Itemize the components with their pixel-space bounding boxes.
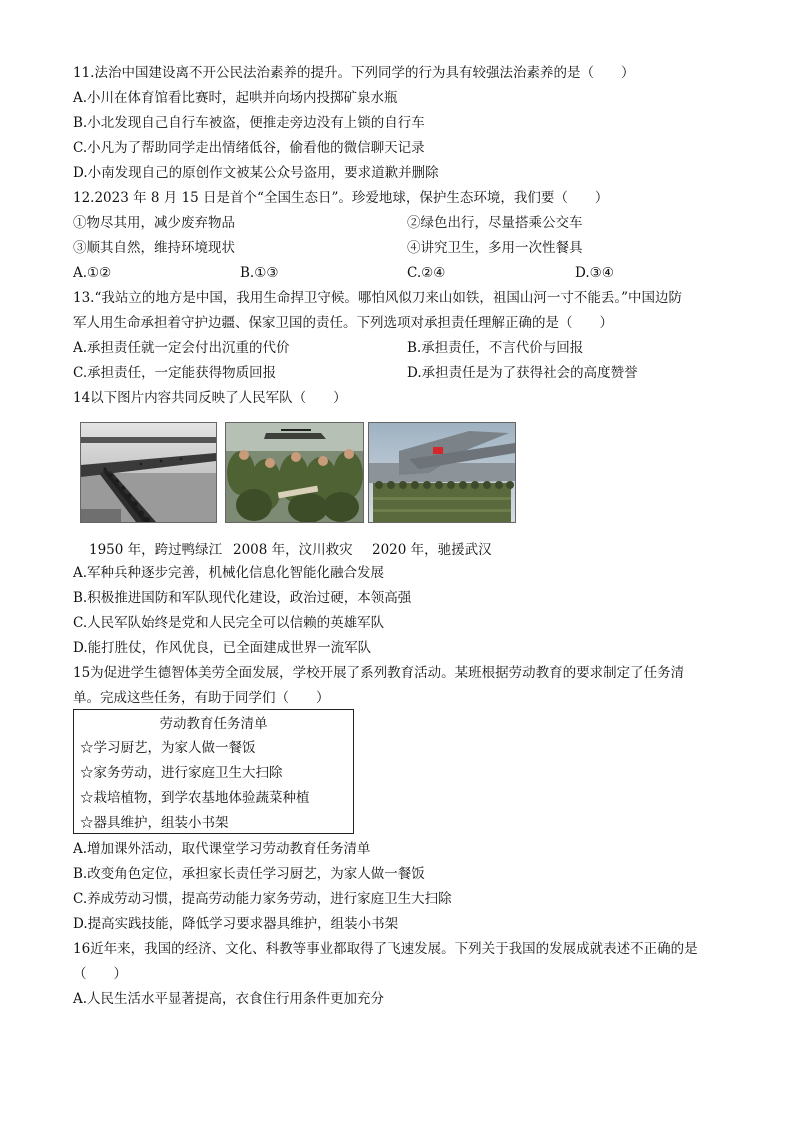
task-list-item: ☆器具维护，组装小书架 bbox=[80, 815, 229, 831]
q12-item-1: ①物尽其用，减少废弃物品 bbox=[73, 215, 235, 231]
q13-option-c: C.承担责任，一定能获得物质回报 bbox=[73, 365, 277, 381]
q11-option-c: C.小凡为了帮助同学走出情绪低谷，偷看他的微信聊天记录 bbox=[73, 140, 425, 156]
task-list-item: ☆学习厨艺，为家人做一餐饭 bbox=[80, 740, 256, 756]
q12-option-c: C.②④ bbox=[407, 265, 446, 281]
task-list-item: ☆家务劳动，进行家庭卫生大扫除 bbox=[80, 765, 283, 781]
q16-stem-line1: 16近年来，我国的经济、文化、科教等事业都取得了飞速发展。下列关于我国的发展成就表述不正确的是 bbox=[73, 941, 698, 957]
q14-option-d: D.能打胜仗，作风优良，已全面建成世界一流军队 bbox=[73, 640, 372, 656]
q15-option-a: A.增加课外活动，取代课堂学习劳动教育任务清单 bbox=[73, 841, 371, 857]
q12-item-2: ②绿色出行，尽量搭乘公交车 bbox=[407, 215, 583, 231]
q12-option-b: B.①③ bbox=[240, 265, 279, 281]
q14-option-a: A.军种兵种逐步完善，机械化信息化智能化融合发展 bbox=[73, 565, 385, 581]
q13-option-d: D.承担责任是为了获得社会的高度赞誉 bbox=[407, 365, 638, 381]
q16-option-a: A.人民生活水平显著提高，衣食住行用条件更加充分 bbox=[73, 991, 385, 1007]
q12-item-4: ④讲究卫生，多用一次性餐具 bbox=[407, 240, 583, 256]
photo-wenchuan-rescue bbox=[225, 422, 364, 523]
q11-stem: 11.法治中国建设离不开公民法治素养的提升。下列同学的行为具有较强法治素养的是（ ） bbox=[73, 65, 635, 81]
q11-option-b: B.小北发现自己自行车被盗，便推走旁边没有上锁的自行车 bbox=[73, 115, 425, 131]
photo-caption-3: 2020 年，驰援武汉 bbox=[372, 542, 492, 558]
q14-option-b: B.积极推进国防和军队现代化建设，政治过硬，本领高强 bbox=[73, 590, 412, 606]
q13-stem-line2: 军人用生命承担着守护边疆、保家卫国的责任。下列选项对承担责任理解正确的是（ ） bbox=[73, 315, 613, 331]
q12-option-d: D.③④ bbox=[575, 265, 614, 281]
photo-wuhan-aid bbox=[368, 422, 516, 523]
photo-yalu-river-crossing bbox=[80, 422, 217, 523]
task-list-item: ☆栽培植物，到学农基地体验蔬菜种植 bbox=[80, 790, 310, 806]
q12-stem: 12.2023 年 8 月 15 日是首个“全国生态日”。珍爱地球，保护生态环境，我们要（ ） bbox=[73, 190, 609, 206]
photo-caption-1: 1950 年，跨过鸭绿江 bbox=[89, 542, 223, 558]
q16-stem-line2: （ ） bbox=[73, 966, 127, 982]
q13-option-a: A.承担责任就一定会付出沉重的代价 bbox=[73, 340, 290, 356]
q15-option-b: B.改变角色定位，承担家长责任学习厨艺，为家人做一餐饭 bbox=[73, 866, 425, 882]
task-list-title: 劳动教育任务清单 bbox=[159, 716, 268, 732]
q14-stem: 14以下图片内容共同反映了人民军队（ ） bbox=[73, 390, 347, 406]
q15-stem-line2: 单。完成这些任务，有助于同学们（ ） bbox=[73, 690, 330, 706]
labor-task-list-box bbox=[73, 709, 354, 834]
q15-stem-line1: 15为促进学生德智体美劳全面发展，学校开展了系列教育活动。某班根据劳动教育的要求制定了任务清 bbox=[73, 665, 685, 681]
q15-option-d: D.提高实践技能，降低学习要求器具维护，组装小书架 bbox=[73, 916, 399, 932]
q14-option-c: C.人民军队始终是党和人民完全可以信赖的英雄军队 bbox=[73, 615, 385, 631]
q12-item-3: ③顺其自然，维持环境现状 bbox=[73, 240, 235, 256]
q11-option-d: D.小南发现自己的原创作文被某公众号盗用，要求道歉并删除 bbox=[73, 165, 439, 181]
q13-option-b: B.承担责任，不言代价与回报 bbox=[407, 340, 584, 356]
q11-option-a: A.小川在体育馆看比赛时，起哄并向场内投掷矿泉水瓶 bbox=[73, 90, 398, 106]
q13-stem-line1: 13.“我站立的地方是中国，我用生命捍卫守候。哪怕风似刀来山如铁，祖国山河一寸不能丢。”中国边防 bbox=[73, 290, 683, 306]
photo-caption-2: 2008 年，汶川救灾 bbox=[233, 542, 353, 558]
q12-option-a: A.①② bbox=[73, 265, 112, 281]
q15-option-c: C.养成劳动习惯，提高劳动能力家务劳动，进行家庭卫生大扫除 bbox=[73, 891, 452, 907]
